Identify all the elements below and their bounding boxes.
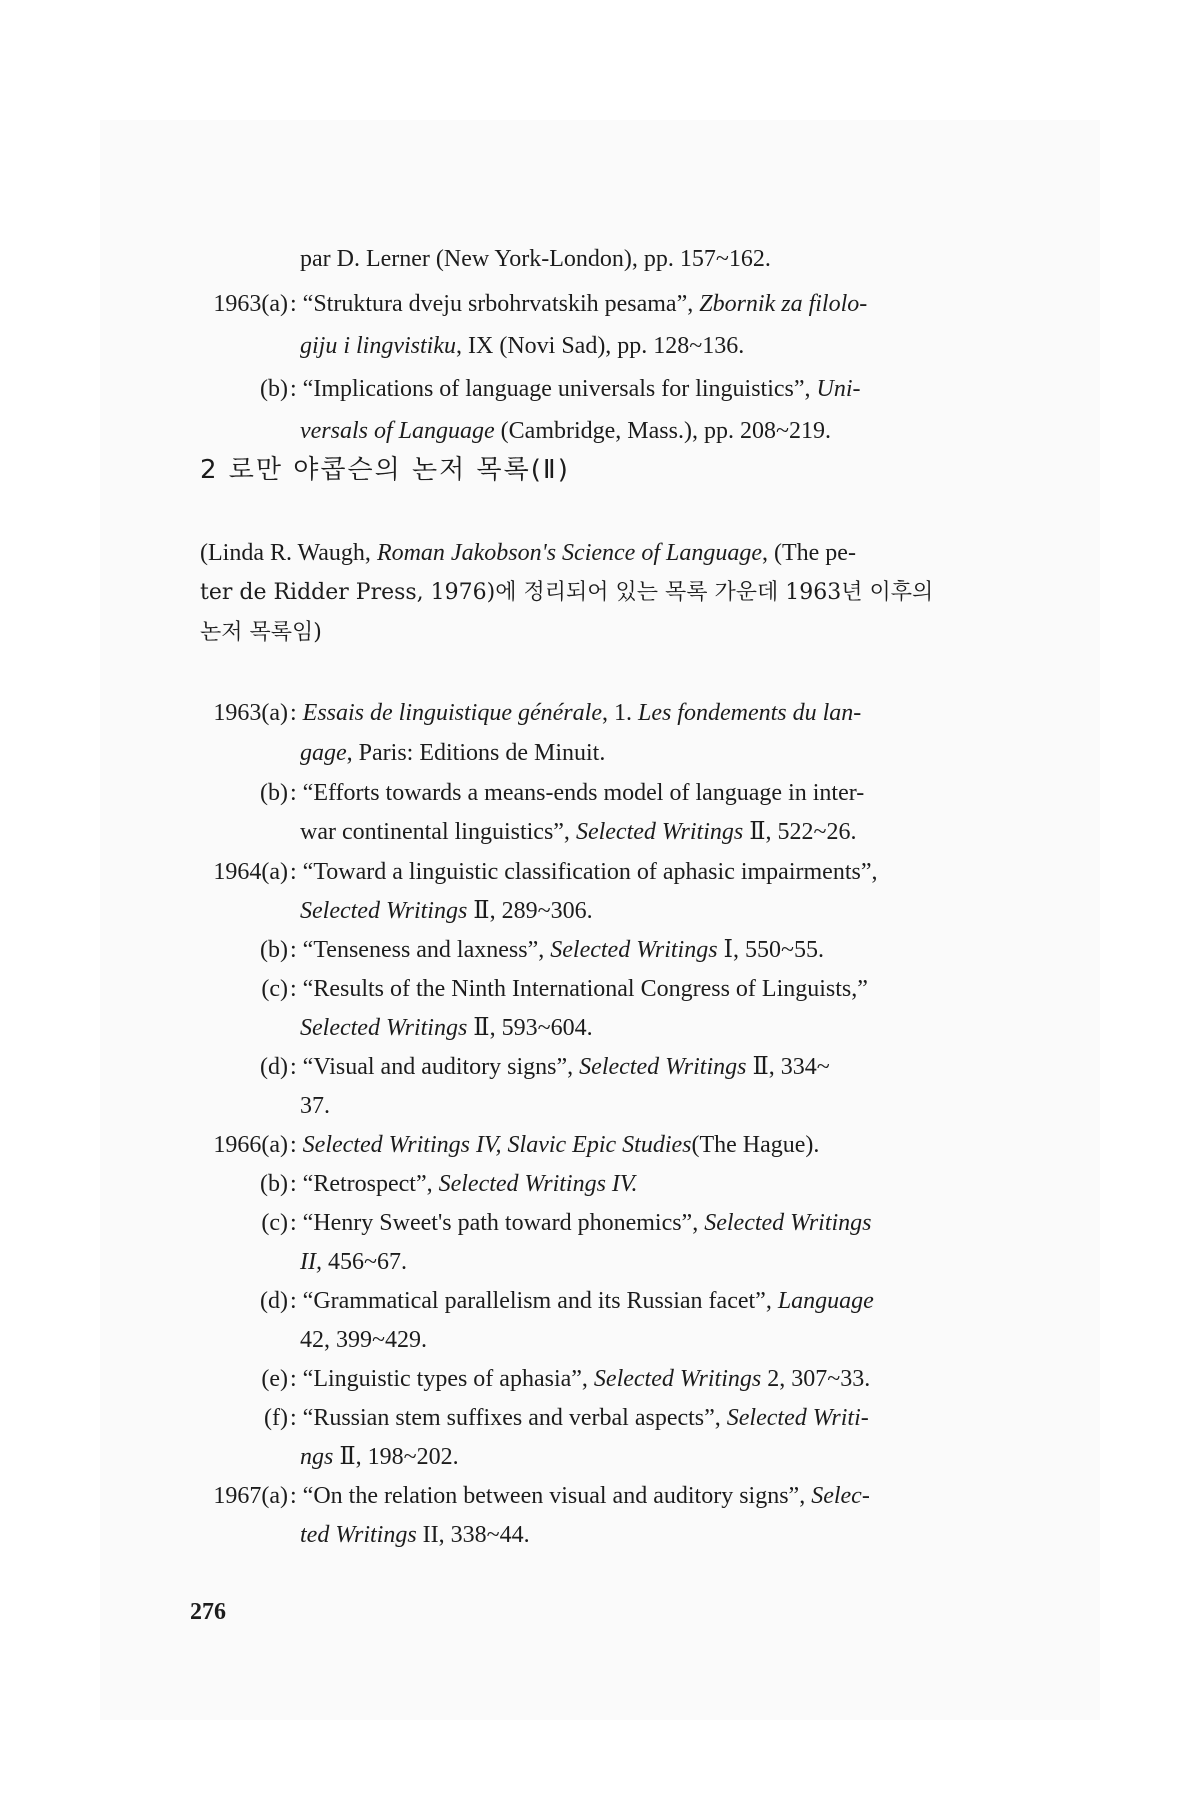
entry-tag: (c) [261,1210,288,1236]
entry-line: : “Implications of language universals for linguistics”, Uni- [290,376,861,402]
entry-line: : “Russian stem suffixes and verbal aspects”, Selected Writi- [290,1405,869,1431]
entry-tag: (b) [260,376,288,402]
entry-line: : “Tenseness and laxness”, Selected Writings Ⅰ, 550~55. [290,937,825,963]
entry-tag: (c) [261,976,288,1002]
entry-line: war continental linguistics”, Selected Writings Ⅱ, 522~26. [300,819,857,845]
entry-line: Selected Writings Ⅱ, 593~604. [300,1015,593,1041]
entry-line: : “Toward a linguistic classification of aphasic impairments”, [290,859,878,885]
entry-tag: (d) [260,1288,288,1314]
entry-tag: 1963(a) [213,291,288,317]
entry-tag: 1966(a) [213,1132,288,1158]
entry-line: II, 456~67. [300,1249,407,1275]
page-number: 276 [190,1599,226,1625]
entry-tag: (f) [264,1405,288,1431]
entry-line: : “Retrospect”, Selected Writings IV. [290,1171,638,1197]
entry-line: : Selected Writings IV, Slavic Epic Studies(The Hague). [290,1132,820,1158]
entry-tag: (e) [261,1366,288,1392]
entry-line: giju i lingvistiku, IX (Novi Sad), pp. 128~136. [300,333,745,359]
entry-tag: (d) [260,1054,288,1080]
entry-line: : “Efforts towards a means-ends model of language in inter- [290,780,865,806]
entry-line: 42, 399~429. [300,1327,427,1353]
entry-line: : Essais de linguistique générale, 1. Les fondements du lan- [290,700,862,726]
entry-line: versals of Language (Cambridge, Mass.), pp. 208~219. [300,418,831,444]
entry-line: ngs Ⅱ, 198~202. [300,1444,459,1470]
entry-line: : “On the relation between visual and auditory signs”, Selec- [290,1483,870,1509]
entry-tag: (b) [260,1171,288,1197]
intro-line: ter de Ridder Press, 1976)에 정리되어 있는 목록 가운데 1963년 이후의 [200,580,934,605]
entry-line: : “Results of the Ninth International Congress of Linguists,” [290,976,868,1002]
entry-line: 37. [300,1093,330,1119]
entry-line: : “Visual and auditory signs”, Selected Writings Ⅱ, 334~ [290,1054,830,1080]
entry-line: ted Writings II, 338~44. [300,1522,530,1548]
entry-tag: 1967(a) [213,1483,288,1509]
entry-line: Selected Writings Ⅱ, 289~306. [300,898,593,924]
entry-tag: 1963(a) [213,700,288,726]
entry-line: : “Linguistic types of aphasia”, Selected Writings 2, 307~33. [290,1366,871,1392]
entry-line: gage, Paris: Editions de Minuit. [300,740,606,766]
section-title: 2 로만 야콥슨의 논저 목록(Ⅱ) [200,455,570,485]
intro-line: 논저 목록임) [200,620,322,645]
continuation-line: par D. Lerner (New York-London), pp. 157~162. [300,246,771,272]
entry-line: : “Grammatical parallelism and its Russian facet”, Language [290,1288,874,1314]
entry-line: : “Henry Sweet's path toward phonemics”, Selected Writings [290,1210,872,1236]
entry-tag: (b) [260,937,288,963]
intro-line: (Linda R. Waugh, Roman Jakobson's Science of Language, (The pe- [200,540,856,566]
entry-line: : “Struktura dveju srbohrvatskih pesama”, Zbornik za filolo- [290,291,868,317]
entry-tag: (b) [260,780,288,806]
entry-tag: 1964(a) [213,859,288,885]
